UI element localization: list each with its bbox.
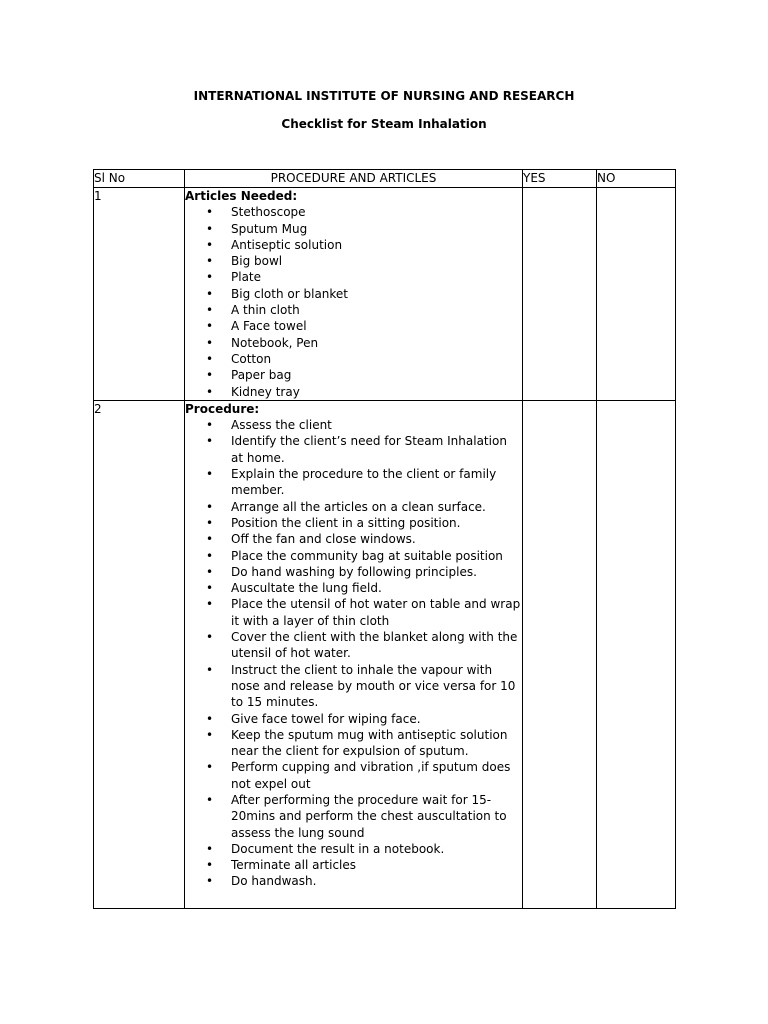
list-item: • Cotton: [185, 351, 522, 367]
checklist-table: [93, 169, 676, 909]
procedure-cell: [185, 400, 523, 908]
list-item: • Big cloth or blanket: [185, 286, 522, 302]
list-item: • Document the result in a notebook.: [185, 841, 522, 857]
procedure-list: [185, 417, 522, 890]
yes-cell[interactable]: [523, 188, 597, 401]
no-cell[interactable]: [597, 188, 676, 401]
list-item: • Position the client in a sitting position.: [185, 515, 522, 531]
column-header-no: NO: [597, 170, 676, 188]
yes-cell[interactable]: [523, 400, 597, 908]
list-item: • Plate: [185, 269, 522, 285]
no-cell[interactable]: [597, 400, 676, 908]
list-item: • Keep the sputum mug with antiseptic solution near the client for expulsion of sputum.: [185, 727, 522, 760]
section-title: Procedure:: [185, 401, 260, 416]
table-row: [94, 400, 676, 908]
list-item: • Terminate all articles: [185, 857, 522, 873]
list-item: • Off the fan and close windows.: [185, 531, 522, 547]
list-item: • Notebook, Pen: [185, 335, 522, 351]
column-header-sl-no: Sl No: [94, 170, 185, 188]
row-number: 1: [94, 188, 185, 401]
list-item: • Auscultate the lung field.: [185, 580, 522, 596]
articles-cell: [185, 188, 523, 401]
list-item: • Explain the procedure to the client or family member.: [185, 466, 522, 499]
list-item: • Arrange all the articles on a clean surface.: [185, 499, 522, 515]
list-item: • Perform cupping and vibration ,if sputum does not expel out: [185, 759, 522, 792]
list-item: • Place the community bag at suitable position: [185, 548, 522, 564]
column-header-yes: YES: [523, 170, 597, 188]
list-item: • Antiseptic solution: [185, 237, 522, 253]
list-item: • Paper bag: [185, 367, 522, 383]
list-item: • Stethoscope: [185, 204, 522, 220]
list-item: • Give face towel for wiping face.: [185, 711, 522, 727]
list-item: • Place the utensil of hot water on table and wrap it with a layer of thin cloth: [185, 596, 522, 629]
table-header-row: [94, 170, 676, 188]
list-item: • Big bowl: [185, 253, 522, 269]
list-item: • Sputum Mug: [185, 221, 522, 237]
list-item: • Instruct the client to inhale the vapour with nose and release by mouth or vice versa for 10 to 15 minutes.: [185, 662, 522, 711]
articles-list: [185, 204, 522, 400]
checklist-title: Checklist for Steam Inhalation: [281, 117, 487, 131]
column-header-procedure: PROCEDURE AND ARTICLES: [185, 170, 523, 188]
list-item: • Identify the client’s need for Steam Inhalation at home.: [185, 433, 522, 466]
list-item: • Assess the client: [185, 417, 522, 433]
list-item: • A thin cloth: [185, 302, 522, 318]
list-item: • A Face towel: [185, 318, 522, 334]
list-item: • Do hand washing by following principles.: [185, 564, 522, 580]
row-number: 2: [94, 400, 185, 908]
list-item: • Kidney tray: [185, 384, 522, 400]
list-item: • Cover the client with the blanket along with the utensil of hot water.: [185, 629, 522, 662]
list-item: • Do handwash.: [185, 873, 522, 889]
table-row: [94, 188, 676, 401]
institute-title: INTERNATIONAL INSTITUTE OF NURSING AND RESEARCH: [193, 89, 575, 103]
list-item: • After performing the procedure wait for 15-20mins and perform the chest auscultation to assess the lung sound: [185, 792, 522, 841]
section-title: Articles Needed:: [185, 189, 298, 203]
